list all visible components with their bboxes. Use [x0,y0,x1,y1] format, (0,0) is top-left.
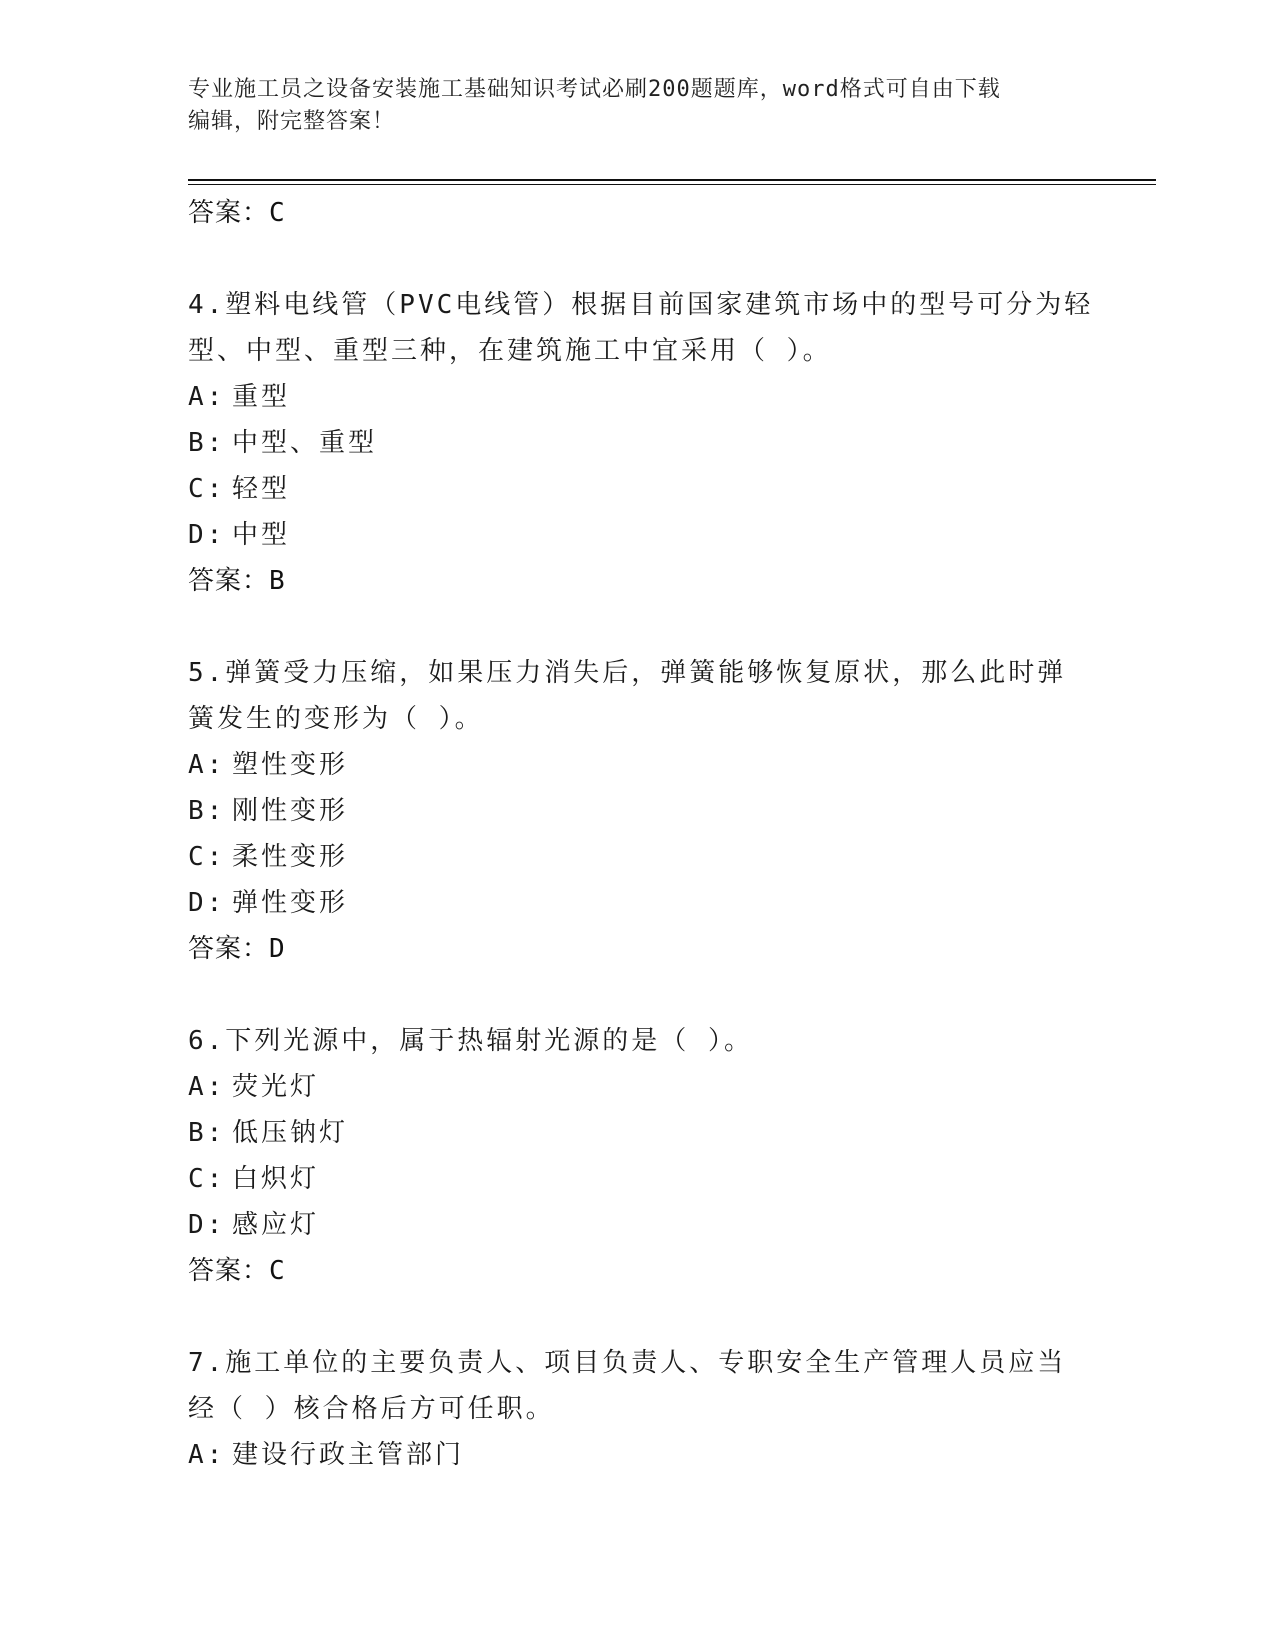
option-key: A: [188,1072,226,1102]
option-b [188,420,1088,466]
option-text: 中型 [232,520,291,550]
option-d [188,512,1088,558]
header-rule-thick [188,179,1156,181]
answer-label: 答案： [188,1256,270,1286]
question-stem-line: 6.下列光源中，属于热辐射光源的是（ ）。 [188,1026,753,1056]
option-d [188,880,1088,926]
answer-value: C [269,198,286,228]
answer-value: C [269,1256,286,1286]
document-body [188,190,1094,1478]
question-stem-line: 5.弹簧受力压缩，如果压力消失后，弹簧能够恢复原状，那么此时弹 [188,658,1067,688]
option-text: 重型 [232,382,291,412]
question-stem-line: 型、中型、重型三种，在建筑施工中宜采用（ ）。 [188,336,832,366]
answer-value: D [269,934,286,964]
option-c [188,466,1088,512]
answer-value: B [269,566,286,596]
question-stem-line: 7.施工单位的主要负责人、项目负责人、专职安全生产管理人员应当 [188,1348,1067,1378]
option-text: 柔性变形 [232,842,349,872]
answer-label: 答案： [188,198,270,228]
option-key: C: [188,1164,226,1194]
option-text: 刚性变形 [232,796,349,826]
option-c [188,834,1088,880]
question-stem-line: 4.塑料电线管（PVC电线管）根据目前国家建筑市场中的型号可分为轻 [188,290,1094,320]
option-d [188,1202,1088,1248]
option-key: A: [188,1440,226,1470]
option-key: C: [188,474,226,504]
option-key: A: [188,382,226,412]
spacer [188,1294,1088,1340]
question-6 [188,1018,1088,1294]
option-a [188,1432,1088,1478]
header-line-2: 编辑，附完整答案！ [188,109,396,134]
option-text: 弹性变形 [232,888,349,918]
option-b [188,788,1088,834]
spacer [188,972,1088,1018]
document-header [188,74,1088,138]
option-text: 中型、重型 [232,428,378,458]
question-stem-line: 经（ ）核合格后方可任职。 [188,1394,555,1424]
option-key: B: [188,796,226,826]
header-rule-thin [188,184,1156,185]
option-key: D: [188,888,226,918]
answer-line [188,190,1088,236]
option-key: D: [188,520,226,550]
option-key: B: [188,428,226,458]
question-stem-line: 簧发生的变形为（ ）。 [188,704,484,734]
header-line-1: 专业施工员之设备安装施工基础知识考试必刷200题题库，word格式可自由下载 [188,77,1001,102]
option-a [188,374,1088,420]
answer-line [188,558,1088,604]
spacer [188,604,1088,650]
option-text: 感应灯 [232,1210,320,1240]
option-text: 轻型 [232,474,291,504]
option-a [188,1064,1088,1110]
option-text: 低压钠灯 [232,1118,349,1148]
option-text: 白炽灯 [232,1164,320,1194]
option-key: C: [188,842,226,872]
option-a [188,742,1088,788]
option-c [188,1156,1088,1202]
question-4 [188,282,1094,604]
answer-line [188,926,1088,972]
question-7 [188,1340,1088,1478]
option-b [188,1110,1088,1156]
option-key: B: [188,1118,226,1148]
option-text: 荧光灯 [232,1072,320,1102]
option-text: 建设行政主管部门 [232,1440,465,1470]
answer-line [188,1248,1088,1294]
answer-label: 答案： [188,934,270,964]
option-key: A: [188,750,226,780]
option-text: 塑性变形 [232,750,349,780]
option-key: D: [188,1210,226,1240]
answer-label: 答案： [188,566,270,596]
spacer [188,236,1088,282]
question-5 [188,650,1088,972]
